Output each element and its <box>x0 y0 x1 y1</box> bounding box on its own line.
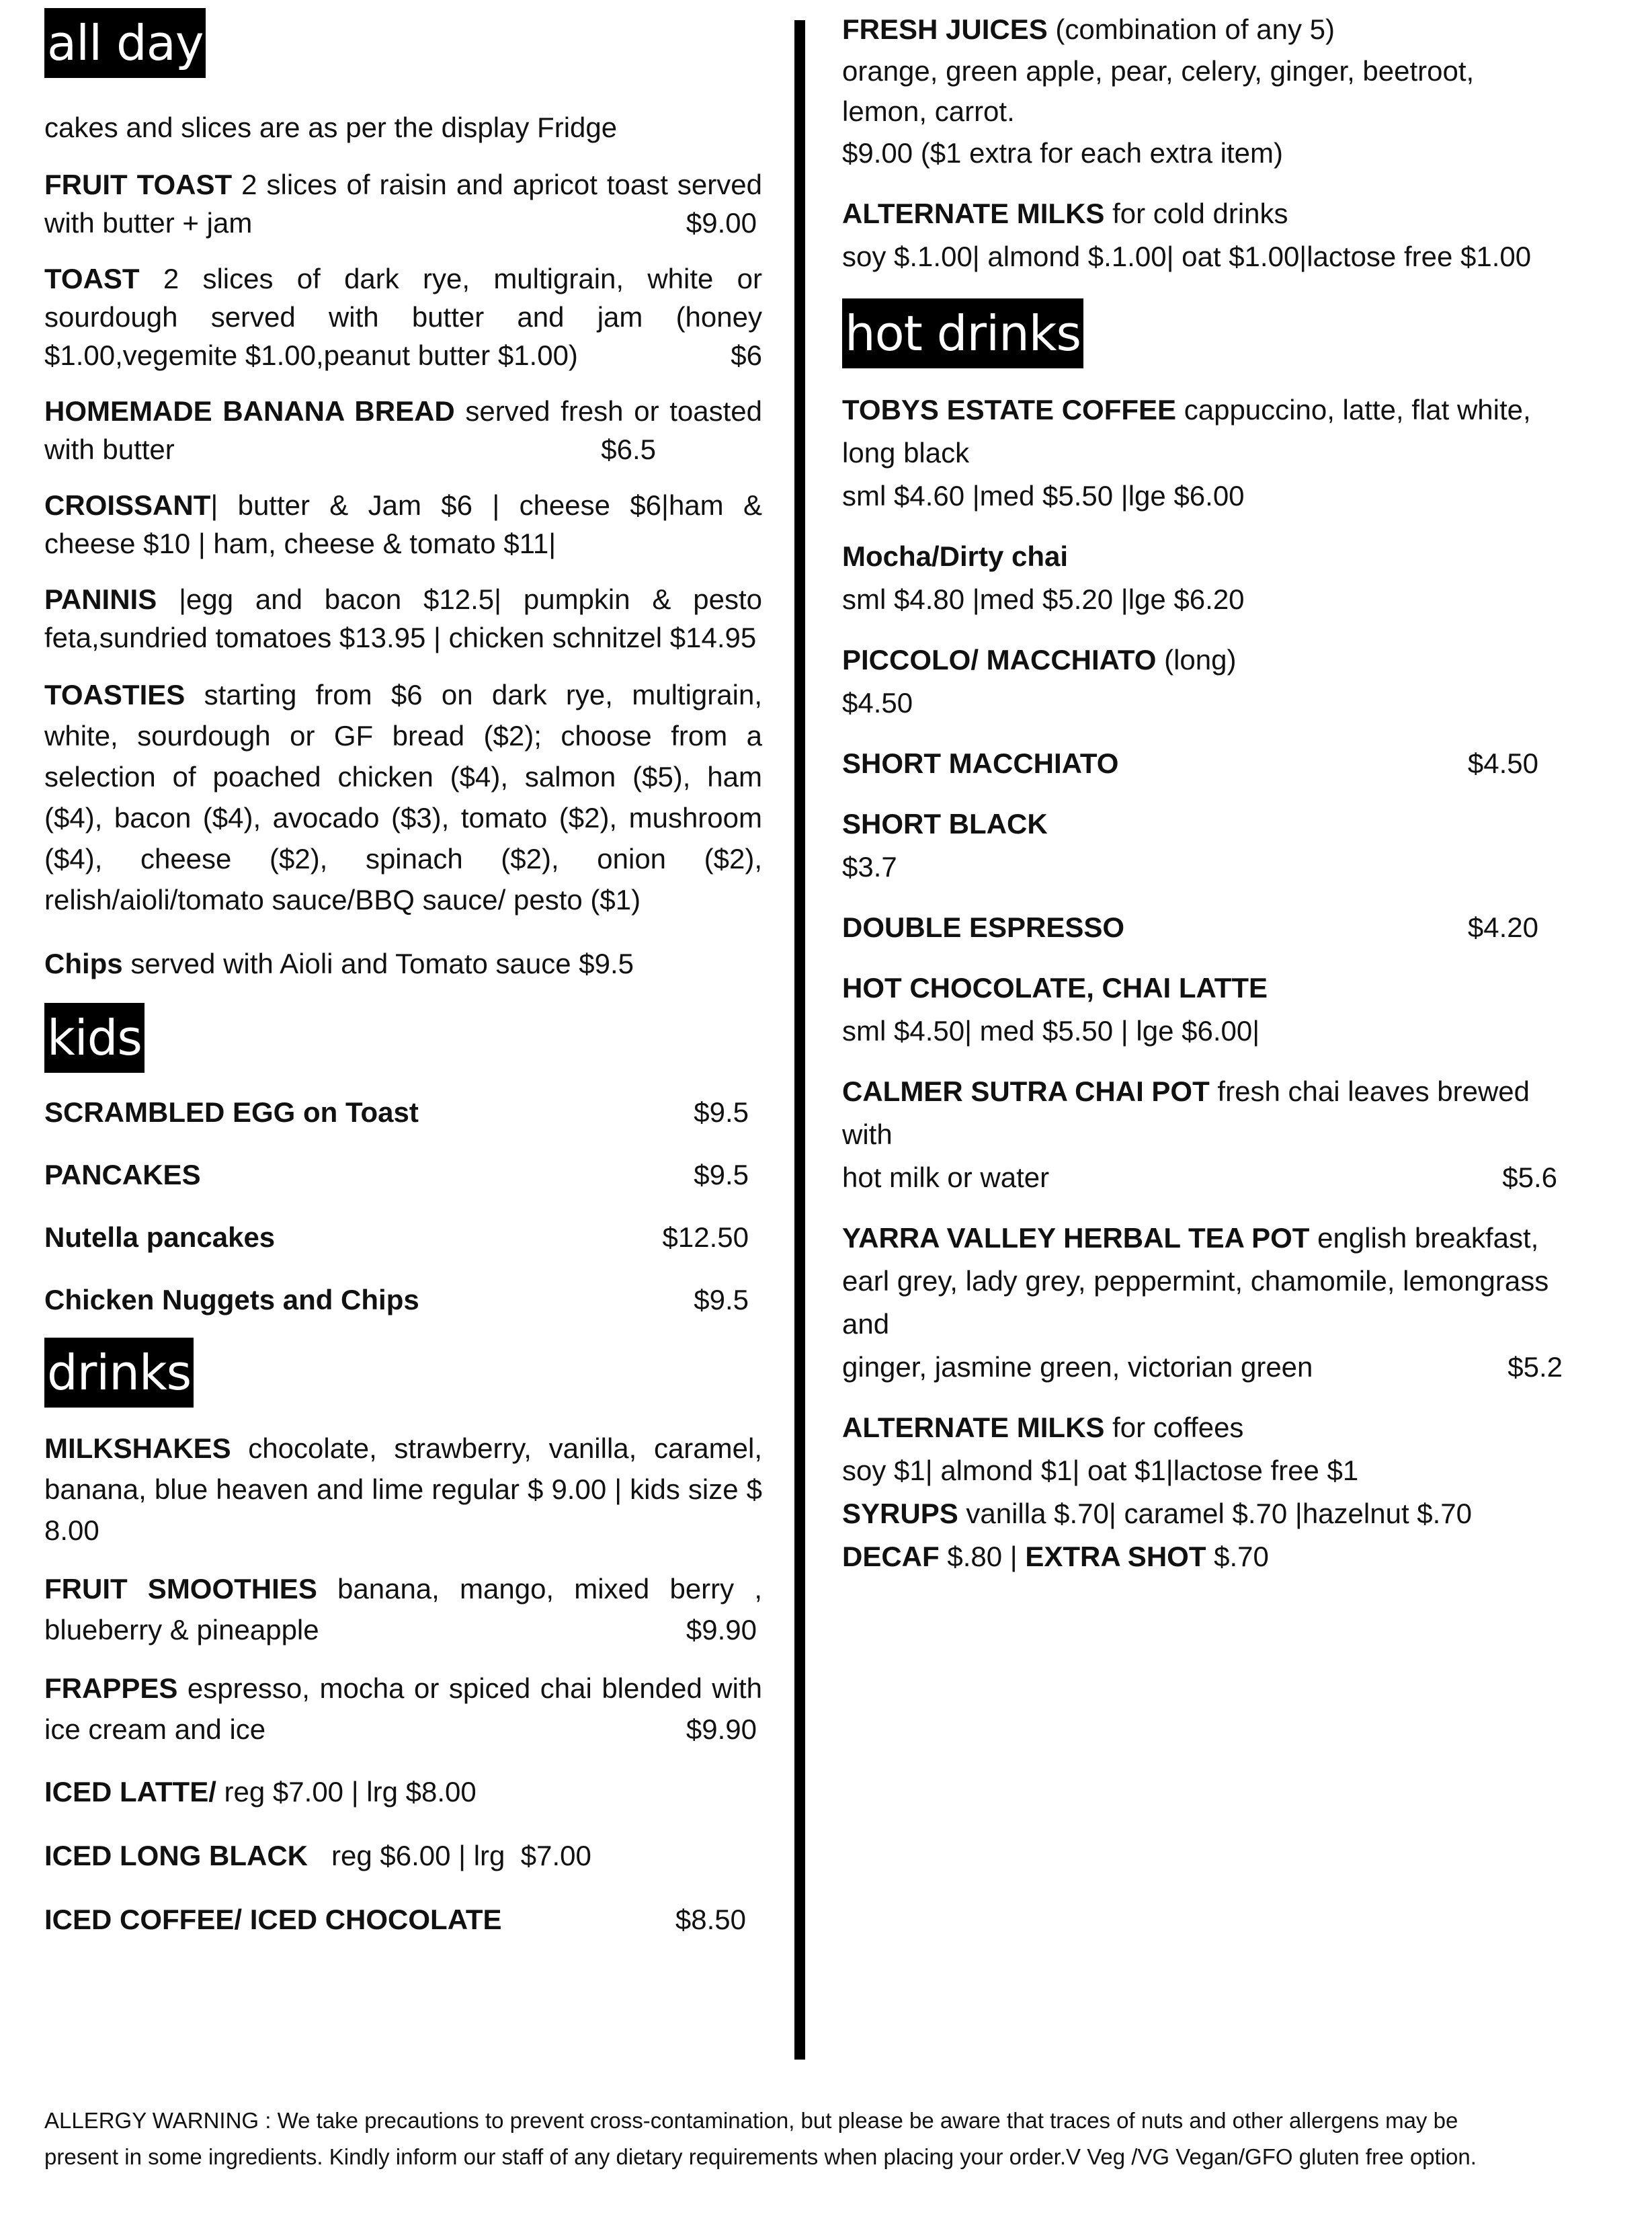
alt-milks-cold-prices: soy $.1.00| almond $.1.00| oat $1.00|lactose free $1.00 <box>842 241 1532 272</box>
croissant-name: CROISSANT <box>44 489 211 521</box>
calmer-sutra-desc: fresh chai leaves brewed with <box>842 1075 1530 1150</box>
banana-bread-price: $6.5 <box>601 434 656 465</box>
yarra-valley-item <box>842 1217 1563 1389</box>
banana-bread-item <box>44 392 762 469</box>
toast-item <box>44 259 762 374</box>
hot-chocolate-name: HOT CHOCOLATE, CHAI LATTE <box>842 972 1268 1004</box>
syrups-name: SYRUPS <box>842 1498 958 1529</box>
alt-milks-cold-item <box>842 192 1563 278</box>
alt-milks-hot-desc: for coffees <box>1104 1412 1244 1443</box>
fresh-juices-item <box>842 8 1563 175</box>
calmer-sutra-desc-2: hot milk or water <box>842 1162 1050 1193</box>
paninis-name: PANINIS <box>44 583 157 615</box>
croissant-desc: | butter & Jam $6 | cheese $6|ham & cheese $10 | ham, cheese & tomato $11| <box>44 489 762 559</box>
mocha-item <box>842 535 1563 621</box>
banana-bread-desc: served fresh or toasted with butter <box>44 395 762 465</box>
kids-item-name: PANCAKES <box>44 1159 201 1190</box>
allergy-line-1: ALLERGY WARNING : We take precautions to prevent cross-contamination, but please be aware that traces of nuts and other allergens may be <box>44 2108 1458 2133</box>
iced-latte-name: ICED LATTE/ <box>44 1776 216 1808</box>
milkshakes-name: MILKSHAKES <box>44 1432 231 1464</box>
smoothies-desc: banana, mango, mixed berry , blueberry & pineapple <box>44 1573 762 1646</box>
kids-item-price: $12.50 <box>662 1221 749 1253</box>
cakes-note: cakes and slices are as per the display Fridge <box>44 112 618 143</box>
alt-milks-hot-name: ALTERNATE MILKS <box>842 1412 1105 1443</box>
toast-desc: 2 slices of dark rye, multigrain, white or sourdough served with butter and jam (honey $1.00,vegemite $1.00,peanut butter $1.00) <box>44 263 762 371</box>
fruit-toast-price: $9.00 <box>686 207 757 239</box>
iced-coffee-name: ICED COFFEE/ ICED CHOCOLATE <box>44 1904 502 1935</box>
calmer-sutra-price: $5.6 <box>1502 1162 1557 1193</box>
iced-coffee-price: $8.50 <box>675 1904 746 1935</box>
chips-item <box>44 944 762 983</box>
iced-coffee-item <box>44 1900 762 1939</box>
toasties-desc: starting from $6 on dark rye, multigrain, white, sourdough or GF bread ($2); choose from a selection of poached chicken ($4), salmon ($5), ham ($4), bacon ($4), avocado ($3), tomato ($2), mushroom ($4), cheese ($2), spinach ($2), onion ($2), relish/aioli/tomato sauce/BBQ sauce/ pesto ($1) <box>44 679 762 916</box>
syrups-desc: vanilla $.70| caramel $.70 |hazelnut $.70 <box>958 1498 1473 1529</box>
kids-heading: kids <box>44 1003 144 1073</box>
allergy-warning <box>44 2103 1617 2175</box>
short-macchiato-name: SHORT MACCHIATO <box>842 747 1119 779</box>
toast-price: $6 <box>731 339 762 371</box>
piccolo-desc: (long) <box>1156 644 1237 676</box>
yarra-valley-price: $5.2 <box>1508 1351 1563 1383</box>
kids-item-price: $9.5 <box>694 1159 749 1190</box>
tobys-prices: sml $4.60 |med $5.50 |lge $6.00 <box>842 480 1245 512</box>
left-column <box>44 8 762 1939</box>
hot-chocolate-item <box>842 967 1563 1053</box>
tobys-item <box>842 389 1563 518</box>
alt-milks-cold-desc: for cold drinks <box>1104 198 1288 229</box>
hot-drinks-heading: hot drinks <box>842 298 1083 368</box>
decaf-desc: $.80 | <box>939 1541 1026 1572</box>
drinks-heading: drinks <box>44 1338 194 1408</box>
smoothies-name: FRUIT SMOOTHIES <box>44 1573 317 1605</box>
fruit-toast-desc: 2 slices of raisin and apricot toast served with butter + jam <box>44 169 762 239</box>
fresh-juices-price: $9.00 ($1 extra for each extra item) <box>842 137 1283 169</box>
paninis-item <box>44 580 762 657</box>
fresh-juices-name: FRESH JUICES <box>842 13 1048 45</box>
kids-item <box>44 1281 762 1319</box>
all-day-heading: all day <box>44 8 206 78</box>
smoothies-price: $9.90 <box>686 1614 757 1646</box>
piccolo-prices: $4.50 <box>842 687 913 719</box>
right-column <box>842 8 1563 1578</box>
hot-chocolate-prices: sml $4.50| med $5.50 | lge $6.00| <box>842 1015 1260 1047</box>
yarra-valley-desc: english breakfast, earl grey, lady grey, peppermint, chamomile, lemongrass and <box>842 1222 1549 1340</box>
kids-item-price: $9.5 <box>694 1284 749 1315</box>
column-divider <box>794 20 805 2060</box>
kids-item-name: Nutella pancakes <box>44 1221 276 1253</box>
fruit-toast-name: FRUIT TOAST <box>44 169 233 200</box>
paninis-desc: |egg and bacon $12.5| pumpkin & pesto feta,sundried tomatoes $13.95 | chicken schnitzel $14.95 <box>44 583 762 653</box>
yarra-valley-name: YARRA VALLEY HERBAL TEA POT <box>842 1222 1310 1254</box>
milkshakes-item <box>44 1428 762 1551</box>
extra-shot-name: EXTRA SHOT <box>1025 1541 1206 1572</box>
extra-shot-desc: $.70 <box>1206 1541 1269 1572</box>
kids-item <box>44 1218 762 1256</box>
double-espresso-name: DOUBLE ESPRESSO <box>842 911 1125 943</box>
short-black-name: SHORT BLACK <box>842 808 1048 840</box>
alt-milks-cold-name: ALTERNATE MILKS <box>842 198 1105 229</box>
short-macchiato-price: $4.50 <box>1467 747 1538 779</box>
frappes-item <box>44 1668 762 1750</box>
double-espresso-price: $4.20 <box>1467 911 1538 943</box>
toasties-item <box>44 674 762 920</box>
calmer-sutra-item <box>842 1070 1563 1199</box>
yarra-valley-desc-2: ginger, jasmine green, victorian green <box>842 1351 1313 1383</box>
short-black-prices: $3.7 <box>842 851 897 883</box>
fresh-juices-list: orange, green apple, pear, celery, ginger, beetroot, lemon, carrot. <box>842 55 1475 127</box>
piccolo-item <box>842 639 1563 725</box>
milkshakes-desc: chocolate, strawberry, vanilla, caramel, banana, blue heaven and lime regular $ 9.00 | kids size $ 8.00 <box>44 1432 762 1546</box>
iced-latte-item <box>44 1773 762 1811</box>
iced-latte-desc: reg $7.00 | lrg $8.00 <box>216 1776 477 1808</box>
iced-long-black-desc: reg $6.00 | lrg $7.00 <box>308 1840 591 1871</box>
tobys-desc: cappuccino, latte, flat white, long black <box>842 394 1531 469</box>
allergy-line-2: present in some ingredients. Kindly inform our staff of any dietary requirements when placing your order.V Veg /VG Vegan/GFO gluten free option. <box>44 2144 1477 2169</box>
croissant-item <box>44 486 762 563</box>
kids-item-price: $9.5 <box>694 1096 749 1128</box>
kids-item-name: Chicken Nuggets and Chips <box>44 1284 419 1315</box>
banana-bread-name: HOMEMADE BANANA BREAD <box>44 395 455 427</box>
short-black-item <box>842 803 1563 889</box>
chips-name: Chips <box>44 948 123 979</box>
chips-desc: served with Aioli and Tomato sauce $9.5 <box>122 948 634 979</box>
double-espresso-item <box>842 906 1563 949</box>
fruit-toast-item <box>44 165 762 242</box>
mocha-prices: sml $4.80 |med $5.20 |lge $6.20 <box>842 583 1245 615</box>
kids-item <box>44 1093 762 1131</box>
kids-item-name: SCRAMBLED EGG on Toast <box>44 1096 419 1128</box>
smoothies-item <box>44 1568 762 1650</box>
fresh-juices-desc: (combination of any 5) <box>1047 13 1335 45</box>
frappes-price: $9.90 <box>686 1713 757 1745</box>
calmer-sutra-name: CALMER SUTRA CHAI POT <box>842 1075 1210 1107</box>
toasties-name: TOASTIES <box>44 679 185 710</box>
alt-milks-hot-item <box>842 1406 1563 1578</box>
mocha-name: Mocha/Dirty chai <box>842 540 1069 572</box>
iced-long-black-item <box>44 1836 762 1875</box>
iced-long-black-name: ICED LONG BLACK <box>44 1840 308 1871</box>
decaf-name: DECAF <box>842 1541 940 1572</box>
short-macchiato-item <box>842 742 1563 785</box>
piccolo-name: PICCOLO/ MACCHIATO <box>842 644 1157 676</box>
frappes-name: FRAPPES <box>44 1672 178 1704</box>
kids-item <box>44 1155 762 1194</box>
toast-name: TOAST <box>44 263 140 294</box>
tobys-name: TOBYS ESTATE COFFEE <box>842 394 1177 425</box>
alt-milks-hot-prices: soy $1| almond $1| oat $1|lactose free $1 <box>842 1455 1359 1486</box>
frappes-desc: espresso, mocha or spiced chai blended with ice cream and ice <box>44 1672 762 1745</box>
